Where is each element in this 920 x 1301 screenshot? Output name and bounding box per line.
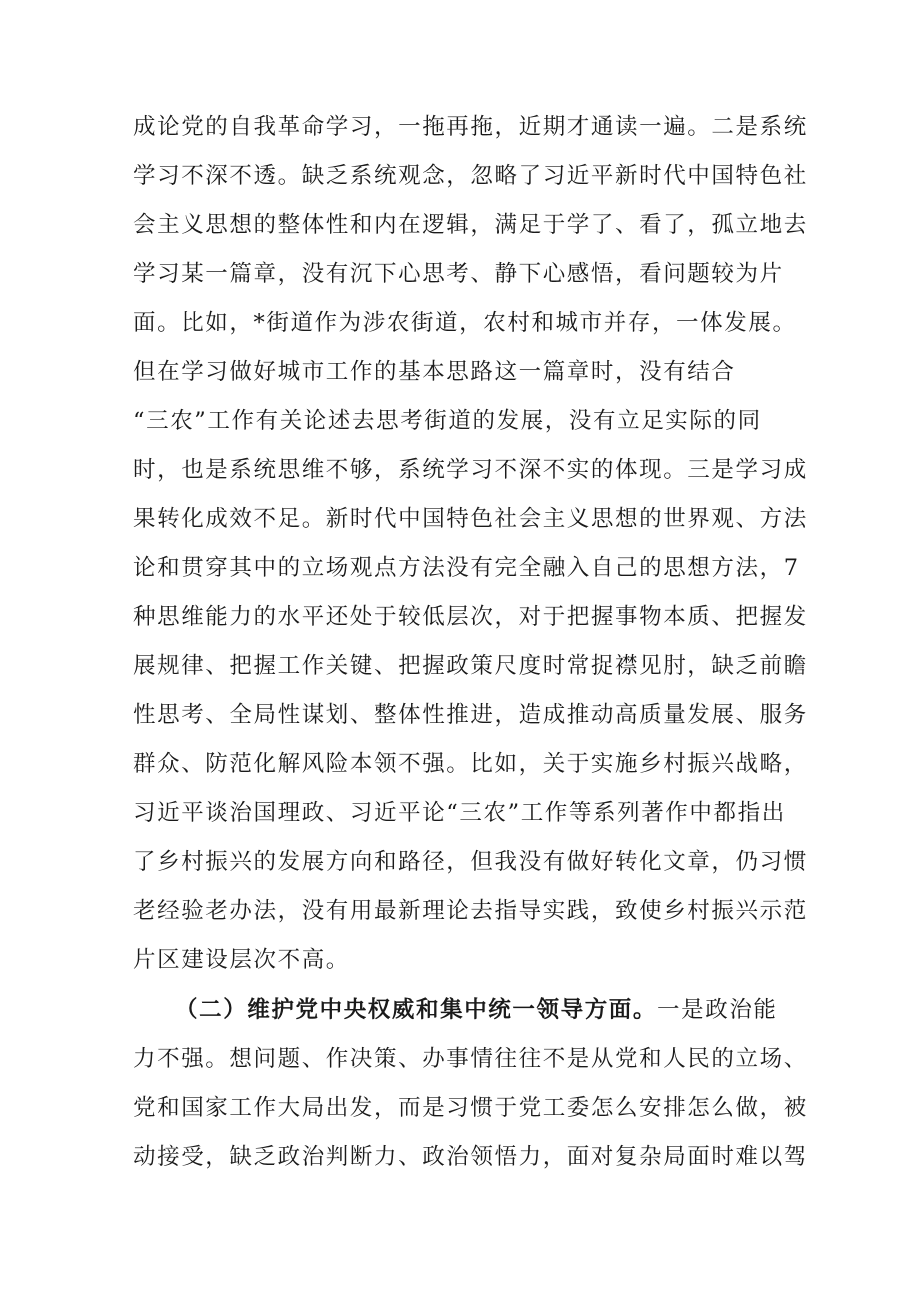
paragraph-line: 面。比如，*街道作为涉农街道，农村和城市并存，一体发展。 xyxy=(133,310,797,336)
paragraph-line: 种思维能力的水平还处于较低层次，对于把握事物本质、把握发 xyxy=(133,604,808,630)
paragraph-line: 力不强。想问题、作决策、办事情往往不是从党和人民的立场、 xyxy=(133,1046,808,1072)
paragraph-line: 老经验老办法，没有用最新理论去指导实践，致使乡村振兴示范 xyxy=(133,898,808,924)
section-heading-line xyxy=(175,990,795,1030)
paragraph-line: 时，也是系统思维不够，系统学习不深不实的体现。三是学习成 xyxy=(133,457,808,483)
paragraph-line: 党和国家工作大局出发，而是习惯于党工委怎么安排怎么做，被 xyxy=(133,1095,808,1121)
paragraph-line: 果转化成效不足。新时代中国特色社会主义思想的世界观、方法 xyxy=(133,506,808,532)
paragraph-line: 论和贯穿其中的立场观点方法没有完全融入自己的思想方法，7 xyxy=(133,555,800,581)
paragraph-line: 片区建设层次不高。 xyxy=(133,947,350,973)
paragraph-line: 展规律、把握工作关键、把握政策尺度时常捉襟见肘，缺乏前瞻 xyxy=(133,653,808,679)
paragraph-line: 性思考、全局性谋划、整体性推进，造成推动高质量发展、服务 xyxy=(133,702,808,728)
paragraph-line: 学习不深不透。缺乏系统观念，忽略了习近平新时代中国特色社 xyxy=(133,163,808,189)
section-text: 一是政治能 xyxy=(657,997,778,1023)
paragraph-line: 成论党的自我革命学习，一拖再拖，近期才通读一遍。二是系统 xyxy=(133,114,808,140)
paragraph-line: 会主义思想的整体性和内在逻辑，满足于学了、看了，孤立地去 xyxy=(133,212,808,238)
paragraph-line: 学习某一篇章，没有沉下心思考、静下心感悟，看问题较为片 xyxy=(133,261,784,287)
paragraph-line: 了乡村振兴的发展方向和路径，但我没有做好转化文章，仍习惯 xyxy=(133,849,808,875)
section-heading: （二）维护党中央权威和集中统一领导方面。 xyxy=(175,997,658,1023)
paragraph-line: 但在学习做好城市工作的基本思路这一篇章时，没有结合 xyxy=(133,359,736,385)
paragraph-line: 群众、防范化解风险本领不强。比如，关于实施乡村振兴战略， xyxy=(133,751,808,777)
paragraph-line: 习近平谈治国理政、习近平论“三农”工作等系列著作中都指出 xyxy=(133,800,786,826)
paragraph-line: “三农”工作有关论述去思考街道的发展，没有立足实际的同 xyxy=(133,408,762,434)
paragraph-line: 动接受，缺乏政治判断力、政治领悟力，面对复杂局面时难以驾 xyxy=(133,1144,808,1170)
